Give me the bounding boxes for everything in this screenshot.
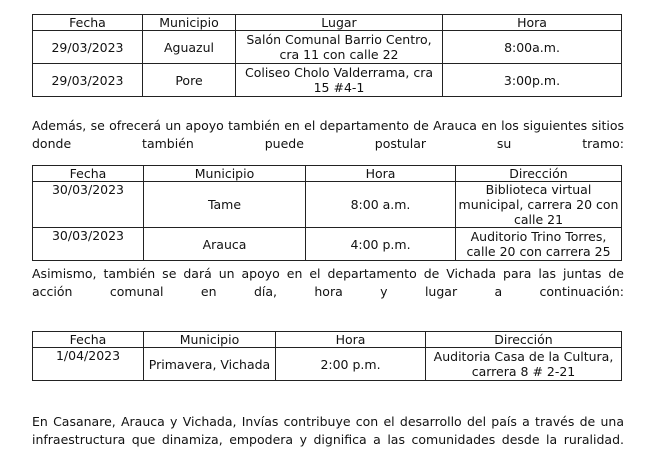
- table-row: [33, 182, 622, 228]
- cell-municipio: Tame: [144, 182, 306, 228]
- header-direccion: Dirección: [426, 332, 622, 348]
- cell-hora: 3:00p.m.: [443, 64, 622, 97]
- cell-municipio: Aguazul: [143, 31, 236, 64]
- header-direccion: Dirección: [456, 166, 622, 182]
- cell-fecha: 1/04/2023: [33, 348, 144, 381]
- paragraph-arauca: Además, se ofrecerá un apoyo también en el departamento de Arauca en los siguientes sitios donde también puede postular su tramo:: [32, 118, 624, 151]
- cell-hora: 8:00a.m.: [443, 31, 622, 64]
- cell-fecha: 30/03/2023: [33, 182, 144, 228]
- header-municipio: Municipio: [144, 166, 306, 182]
- header-municipio: Municipio: [144, 332, 276, 348]
- header-fecha: Fecha: [33, 166, 144, 182]
- header-lugar: Lugar: [236, 15, 443, 31]
- cell-lugar: Salón Comunal Barrio Centro, cra 11 con calle 22: [236, 31, 443, 64]
- table-header-row: [33, 332, 622, 348]
- table-row: [33, 228, 622, 261]
- cell-fecha: 30/03/2023: [33, 228, 144, 261]
- cell-direccion: Auditoria Casa de la Cultura, carrera 8 # 2-21: [426, 348, 622, 381]
- table-row: [33, 64, 622, 97]
- cell-fecha: 29/03/2023: [33, 31, 143, 64]
- schedule-table-vichada: [32, 331, 622, 381]
- cell-lugar: Coliseo Cholo Valderrama, cra 15 #4-1: [236, 64, 443, 97]
- cell-fecha: 29/03/2023: [33, 64, 143, 97]
- table-row: [33, 348, 622, 381]
- cell-hora: 8:00 a.m.: [306, 182, 456, 228]
- paragraph-closing: En Casanare, Arauca y Vichada, Invías contribuye con el desarrollo del país a través de una infraestructura que dinamiza, empodera y dignifica a las comunidades desde la ruralidad.: [32, 414, 624, 447]
- cell-direccion: Auditorio Trino Torres, calle 20 con carrera 25: [456, 228, 622, 261]
- paragraph-vichada: Asimismo, también se dará un apoyo en el departamento de Vichada para las juntas de acción comunal en día, hora y lugar a continuación:: [32, 266, 624, 299]
- header-fecha: Fecha: [33, 332, 144, 348]
- table-row: [33, 31, 622, 64]
- schedule-table-casanare: [32, 14, 622, 97]
- cell-hora: 2:00 p.m.: [276, 348, 426, 381]
- cell-municipio: Arauca: [144, 228, 306, 261]
- header-hora: Hora: [276, 332, 426, 348]
- header-hora: Hora: [306, 166, 456, 182]
- header-hora: Hora: [443, 15, 622, 31]
- cell-hora: 4:00 p.m.: [306, 228, 456, 261]
- cell-direccion: Biblioteca virtual municipal, carrera 20 con calle 21: [456, 182, 622, 228]
- schedule-table-arauca: [32, 165, 622, 261]
- table-header-row: [33, 15, 622, 31]
- header-municipio: Municipio: [143, 15, 236, 31]
- header-fecha: Fecha: [33, 15, 143, 31]
- cell-municipio: Primavera, Vichada: [144, 348, 276, 381]
- table-header-row: [33, 166, 622, 182]
- cell-municipio: Pore: [143, 64, 236, 97]
